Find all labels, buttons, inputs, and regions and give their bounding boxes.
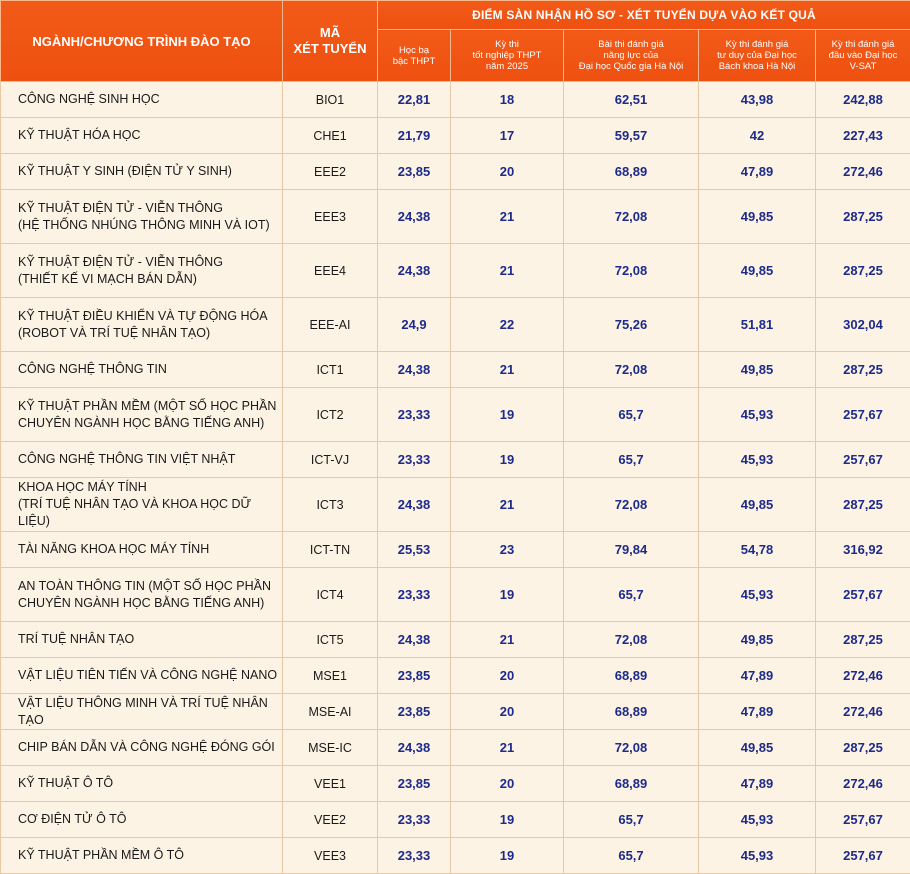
- score-thpt: 21: [451, 478, 564, 532]
- admission-code: MSE-AI: [283, 694, 378, 730]
- table-row: [1, 658, 910, 694]
- score-hocba: 23,33: [378, 802, 451, 838]
- score-bachkhoa: 43,98: [699, 82, 816, 118]
- program-name: [1, 244, 283, 298]
- admission-code: MSE-IC: [283, 730, 378, 766]
- program-name-line: CÔNG NGHỆ SINH HỌC: [18, 91, 282, 108]
- header-vsat-line: V-SAT: [816, 61, 910, 72]
- admission-code: ICT3: [283, 478, 378, 532]
- score-bachkhoa: 49,85: [699, 352, 816, 388]
- header-vsat: [816, 30, 910, 82]
- score-vsat: 257,67: [816, 838, 910, 874]
- score-thpt: 19: [451, 802, 564, 838]
- header-dhqg-line: Đại học Quốc gia Hà Nội: [564, 61, 698, 72]
- program-name-line: CÔNG NGHỆ THÔNG TIN: [18, 361, 282, 378]
- score-vsat: 272,46: [816, 766, 910, 802]
- program-name-line: CHUYÊN NGÀNH HỌC BẰNG TIẾNG ANH): [18, 595, 282, 612]
- admission-code: ICT5: [283, 622, 378, 658]
- program-name: [1, 298, 283, 352]
- program-name: [1, 82, 283, 118]
- score-dhqg: 72,08: [564, 478, 699, 532]
- score-bachkhoa: 47,89: [699, 154, 816, 190]
- score-hocba: 23,85: [378, 766, 451, 802]
- header-vsat-line: đầu vào Đại học: [816, 50, 910, 61]
- score-vsat: 272,46: [816, 658, 910, 694]
- score-dhqg: 65,7: [564, 388, 699, 442]
- score-thpt: 23: [451, 532, 564, 568]
- score-bachkhoa: 51,81: [699, 298, 816, 352]
- table-row: [1, 568, 910, 622]
- admission-code: CHE1: [283, 118, 378, 154]
- program-name-line: KỸ THUẬT ĐIỆN TỬ - VIỄN THÔNG: [18, 254, 282, 271]
- score-bachkhoa: 47,89: [699, 658, 816, 694]
- score-hocba: 23,33: [378, 838, 451, 874]
- score-vsat: 272,46: [816, 694, 910, 730]
- score-thpt: 17: [451, 118, 564, 154]
- admission-code: EEE2: [283, 154, 378, 190]
- header-hocba: [378, 30, 451, 82]
- program-name-line: (THIẾT KẾ VI MẠCH BÁN DẪN): [18, 271, 282, 288]
- score-dhqg: 59,57: [564, 118, 699, 154]
- score-vsat: 257,67: [816, 442, 910, 478]
- score-dhqg: 68,89: [564, 766, 699, 802]
- score-hocba: 23,85: [378, 658, 451, 694]
- score-thpt: 21: [451, 622, 564, 658]
- program-name: [1, 352, 283, 388]
- program-name-line: TRÍ TUỆ NHÂN TẠO: [18, 631, 282, 648]
- score-hocba: 24,9: [378, 298, 451, 352]
- score-dhqg: 65,7: [564, 442, 699, 478]
- score-hocba: 23,33: [378, 388, 451, 442]
- header-code-line2: XÉT TUYỂN: [283, 41, 377, 57]
- score-hocba: 24,38: [378, 190, 451, 244]
- program-name: [1, 622, 283, 658]
- score-thpt: 21: [451, 190, 564, 244]
- header-program: NGÀNH/CHƯƠNG TRÌNH ĐÀO TẠO: [1, 1, 283, 82]
- score-dhqg: 68,89: [564, 694, 699, 730]
- header-thpt: [451, 30, 564, 82]
- program-name-line: CƠ ĐIỆN TỬ Ô TÔ: [18, 811, 282, 828]
- score-dhqg: 79,84: [564, 532, 699, 568]
- score-vsat: 302,04: [816, 298, 910, 352]
- table-row: [1, 154, 910, 190]
- score-vsat: 287,25: [816, 352, 910, 388]
- program-name-line: KỸ THUẬT PHẦN MỀM Ô TÔ: [18, 847, 282, 864]
- score-dhqg: 72,08: [564, 190, 699, 244]
- score-thpt: 20: [451, 694, 564, 730]
- program-name-line: KỸ THUẬT Ô TÔ: [18, 775, 282, 792]
- score-bachkhoa: 49,85: [699, 190, 816, 244]
- score-dhqg: 68,89: [564, 154, 699, 190]
- score-thpt: 20: [451, 154, 564, 190]
- table-row: [1, 82, 910, 118]
- program-name-line: KỸ THUẬT Y SINH (ĐIỆN TỬ Y SINH): [18, 163, 282, 180]
- program-name-line: KỸ THUẬT HÓA HỌC: [18, 127, 282, 144]
- score-thpt: 19: [451, 442, 564, 478]
- header-bachkhoa-line: tư duy của Đại học: [699, 50, 815, 61]
- score-thpt: 22: [451, 298, 564, 352]
- score-bachkhoa: 45,93: [699, 442, 816, 478]
- header-code: [283, 1, 378, 82]
- program-name: [1, 694, 283, 730]
- program-name-line: VẬT LIỆU TIÊN TIẾN VÀ CÔNG NGHỆ NANO: [18, 667, 282, 684]
- table-row: [1, 442, 910, 478]
- score-hocba: 24,38: [378, 244, 451, 298]
- score-bachkhoa: 54,78: [699, 532, 816, 568]
- admission-code: ICT-VJ: [283, 442, 378, 478]
- program-name: [1, 478, 283, 532]
- admission-code: BIO1: [283, 82, 378, 118]
- program-name-line: (ROBOT VÀ TRÍ TUỆ NHÂN TẠO): [18, 325, 282, 342]
- score-vsat: 316,92: [816, 532, 910, 568]
- header-thpt-line: Kỳ thi: [451, 39, 563, 50]
- admission-code: EEE4: [283, 244, 378, 298]
- score-vsat: 287,25: [816, 622, 910, 658]
- score-bachkhoa: 49,85: [699, 730, 816, 766]
- table-row: [1, 802, 910, 838]
- score-bachkhoa: 47,89: [699, 694, 816, 730]
- score-dhqg: 72,08: [564, 730, 699, 766]
- admission-code: VEE2: [283, 802, 378, 838]
- program-name: [1, 190, 283, 244]
- admission-code: EEE-AI: [283, 298, 378, 352]
- score-hocba: 25,53: [378, 532, 451, 568]
- header-vsat-line: Kỳ thi đánh giá: [816, 39, 910, 50]
- score-hocba: 23,85: [378, 694, 451, 730]
- program-name: [1, 766, 283, 802]
- score-hocba: 24,38: [378, 352, 451, 388]
- program-name-line: KỸ THUẬT ĐIỆN TỬ - VIỄN THÔNG: [18, 200, 282, 217]
- score-hocba: 24,38: [378, 478, 451, 532]
- program-name: [1, 388, 283, 442]
- score-thpt: 20: [451, 658, 564, 694]
- header-bachkhoa-line: Bách khoa Hà Nội: [699, 61, 815, 72]
- table-row: [1, 622, 910, 658]
- score-dhqg: 75,26: [564, 298, 699, 352]
- program-name-line: CHUYÊN NGÀNH HỌC BẰNG TIẾNG ANH): [18, 415, 282, 432]
- program-name: [1, 568, 283, 622]
- program-name-line: (TRÍ TUỆ NHÂN TẠO VÀ KHOA HỌC DỮ LIỆU): [18, 496, 282, 530]
- score-hocba: 24,38: [378, 730, 451, 766]
- header-score-group: ĐIỂM SÀN NHẬN HỒ SƠ - XÉT TUYỂN DỰA VÀO KẾT QUẢ: [378, 1, 910, 30]
- score-thpt: 21: [451, 352, 564, 388]
- score-vsat: 287,25: [816, 190, 910, 244]
- program-name-line: CÔNG NGHỆ THÔNG TIN VIỆT NHẬT: [18, 451, 282, 468]
- program-name-line: TÀI NĂNG KHOA HỌC MÁY TÍNH: [18, 541, 282, 558]
- program-name-line: CHIP BÁN DẪN VÀ CÔNG NGHỆ ĐÓNG GÓI: [18, 739, 282, 756]
- score-thpt: 19: [451, 838, 564, 874]
- header-bachkhoa-line: Kỳ thi đánh giá: [699, 39, 815, 50]
- table-row: [1, 694, 910, 730]
- admission-code: VEE1: [283, 766, 378, 802]
- header-hocba-line: bậc THPT: [378, 56, 450, 67]
- table-row: [1, 478, 910, 532]
- score-dhqg: 72,08: [564, 352, 699, 388]
- program-name: [1, 154, 283, 190]
- score-bachkhoa: 49,85: [699, 244, 816, 298]
- score-vsat: 242,88: [816, 82, 910, 118]
- score-vsat: 257,67: [816, 802, 910, 838]
- admission-code: ICT4: [283, 568, 378, 622]
- program-name-line: KỸ THUẬT ĐIỀU KHIỂN VÀ TỰ ĐỘNG HÓA: [18, 308, 282, 325]
- score-dhqg: 65,7: [564, 568, 699, 622]
- score-hocba: 22,81: [378, 82, 451, 118]
- score-dhqg: 65,7: [564, 838, 699, 874]
- admission-code: MSE1: [283, 658, 378, 694]
- score-thpt: 21: [451, 730, 564, 766]
- program-name: [1, 118, 283, 154]
- header-dhqg-line: Bài thi đánh giá: [564, 39, 698, 50]
- header-bachkhoa: [699, 30, 816, 82]
- score-bachkhoa: 45,93: [699, 802, 816, 838]
- header-hocba-line: Học bạ: [378, 45, 450, 56]
- score-vsat: 287,25: [816, 730, 910, 766]
- admission-code: ICT-TN: [283, 532, 378, 568]
- score-dhqg: 65,7: [564, 802, 699, 838]
- program-name-line: KHOA HỌC MÁY TÍNH: [18, 479, 282, 496]
- score-thpt: 19: [451, 388, 564, 442]
- program-name: [1, 838, 283, 874]
- score-bachkhoa: 47,89: [699, 766, 816, 802]
- table-row: [1, 388, 910, 442]
- score-thpt: 21: [451, 244, 564, 298]
- score-hocba: 21,79: [378, 118, 451, 154]
- table-row: [1, 190, 910, 244]
- score-vsat: 287,25: [816, 478, 910, 532]
- table-row: [1, 244, 910, 298]
- score-dhqg: 72,08: [564, 622, 699, 658]
- header-thpt-line: tốt nghiệp THPT: [451, 50, 563, 61]
- program-name: [1, 730, 283, 766]
- score-hocba: 23,85: [378, 154, 451, 190]
- score-thpt: 18: [451, 82, 564, 118]
- program-name-line: KỸ THUẬT PHẦN MỀM (MỘT SỐ HỌC PHẦN: [18, 398, 282, 415]
- score-bachkhoa: 49,85: [699, 478, 816, 532]
- score-dhqg: 68,89: [564, 658, 699, 694]
- admission-code: ICT2: [283, 388, 378, 442]
- score-thpt: 20: [451, 766, 564, 802]
- score-bachkhoa: 45,93: [699, 388, 816, 442]
- admission-code: ICT1: [283, 352, 378, 388]
- admission-code: EEE3: [283, 190, 378, 244]
- program-name-line: AN TOÀN THÔNG TIN (MỘT SỐ HỌC PHẦN: [18, 578, 282, 595]
- score-vsat: 287,25: [816, 244, 910, 298]
- score-bachkhoa: 49,85: [699, 622, 816, 658]
- score-hocba: 23,33: [378, 568, 451, 622]
- score-vsat: 257,67: [816, 568, 910, 622]
- score-hocba: 23,33: [378, 442, 451, 478]
- table-row: [1, 298, 910, 352]
- score-thpt: 19: [451, 568, 564, 622]
- score-vsat: 227,43: [816, 118, 910, 154]
- score-dhqg: 72,08: [564, 244, 699, 298]
- score-bachkhoa: 45,93: [699, 568, 816, 622]
- table-row: [1, 352, 910, 388]
- program-name: [1, 532, 283, 568]
- program-name-line: VẬT LIỆU THÔNG MINH VÀ TRÍ TUỆ NHÂN TẠO: [18, 695, 282, 729]
- table-row: [1, 532, 910, 568]
- header-dhqg-line: năng lực của: [564, 50, 698, 61]
- table-row: [1, 838, 910, 874]
- header-code-line1: MÃ: [283, 25, 377, 41]
- score-vsat: 257,67: [816, 388, 910, 442]
- table-row: [1, 766, 910, 802]
- header-thpt-line: năm 2025: [451, 61, 563, 72]
- admission-code: VEE3: [283, 838, 378, 874]
- table-row: [1, 118, 910, 154]
- program-name: [1, 802, 283, 838]
- table-row: [1, 730, 910, 766]
- score-vsat: 272,46: [816, 154, 910, 190]
- program-name: [1, 658, 283, 694]
- score-bachkhoa: 45,93: [699, 838, 816, 874]
- program-name: [1, 442, 283, 478]
- score-bachkhoa: 42: [699, 118, 816, 154]
- program-name-line: (HỆ THỐNG NHÚNG THÔNG MINH VÀ IOT): [18, 217, 282, 234]
- header-dhqg: [564, 30, 699, 82]
- score-dhqg: 62,51: [564, 82, 699, 118]
- score-hocba: 24,38: [378, 622, 451, 658]
